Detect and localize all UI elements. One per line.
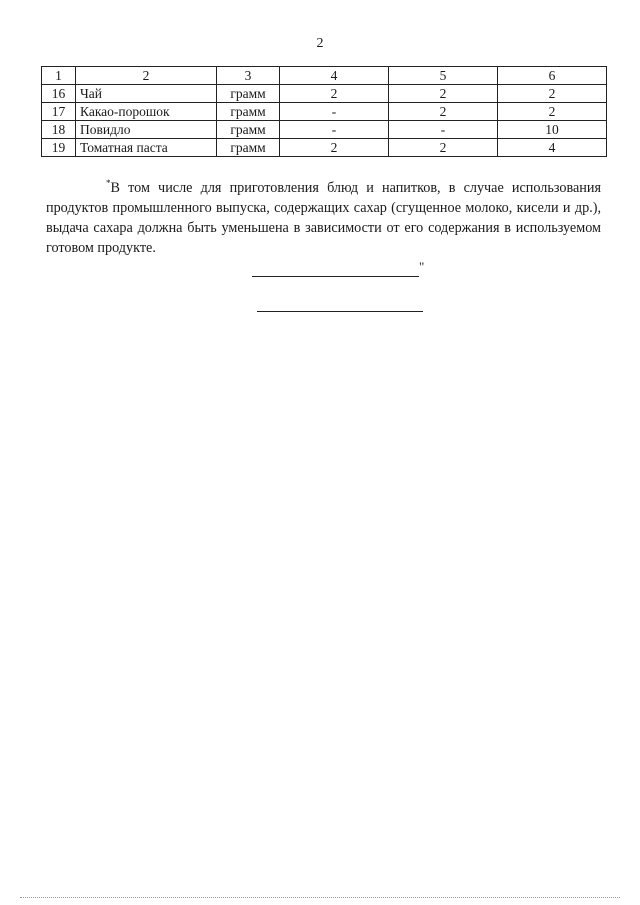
signature-line bbox=[257, 311, 423, 312]
unit: грамм bbox=[217, 85, 280, 103]
row-number: 16 bbox=[42, 85, 76, 103]
value-cell: 2 bbox=[280, 139, 389, 157]
value-cell: 10 bbox=[498, 121, 607, 139]
table-row bbox=[42, 139, 607, 157]
product-name: Чай bbox=[76, 85, 217, 103]
value-cell: - bbox=[389, 121, 498, 139]
value-cell: 2 bbox=[389, 139, 498, 157]
value-cell: - bbox=[280, 121, 389, 139]
value-cell: 4 bbox=[498, 139, 607, 157]
table-header-row bbox=[42, 67, 607, 85]
footnote-text: В том числе для приготовления блюд и напитков, в случае использования продуктов промышленного выпуска, содержащих сахар (сгущенное молоко, кисели и др.), выдача сахара должна быть уменьшена в зависимости от его содержания в используемом готовом продукте. bbox=[46, 180, 601, 256]
value-cell: 2 bbox=[389, 85, 498, 103]
scan-edge bbox=[20, 897, 620, 898]
table-row bbox=[42, 103, 607, 121]
value-cell: 2 bbox=[498, 103, 607, 121]
header-cell: 4 bbox=[280, 67, 389, 85]
value-cell: 2 bbox=[498, 85, 607, 103]
footnote bbox=[46, 173, 601, 258]
closing-quote: " bbox=[419, 259, 425, 274]
header-cell: 5 bbox=[389, 67, 498, 85]
unit: грамм bbox=[217, 139, 280, 157]
row-number: 19 bbox=[42, 139, 76, 157]
unit: грамм bbox=[217, 121, 280, 139]
page-number: 2 bbox=[316, 36, 324, 51]
product-name: Повидло bbox=[76, 121, 217, 139]
value-cell: - bbox=[280, 103, 389, 121]
header-cell: 1 bbox=[42, 67, 76, 85]
unit: грамм bbox=[217, 103, 280, 121]
product-name: Томатная паста bbox=[76, 139, 217, 157]
row-number: 17 bbox=[42, 103, 76, 121]
footnote-marker: * bbox=[106, 178, 111, 188]
norms-table bbox=[41, 66, 607, 157]
product-name: Какао-порошок bbox=[76, 103, 217, 121]
table-row bbox=[42, 85, 607, 103]
value-cell: 2 bbox=[389, 103, 498, 121]
table-row bbox=[42, 121, 607, 139]
row-number: 18 bbox=[42, 121, 76, 139]
header-cell: 2 bbox=[76, 67, 217, 85]
value-cell: 2 bbox=[280, 85, 389, 103]
header-cell: 6 bbox=[498, 67, 607, 85]
signature-line bbox=[252, 276, 419, 277]
header-cell: 3 bbox=[217, 67, 280, 85]
